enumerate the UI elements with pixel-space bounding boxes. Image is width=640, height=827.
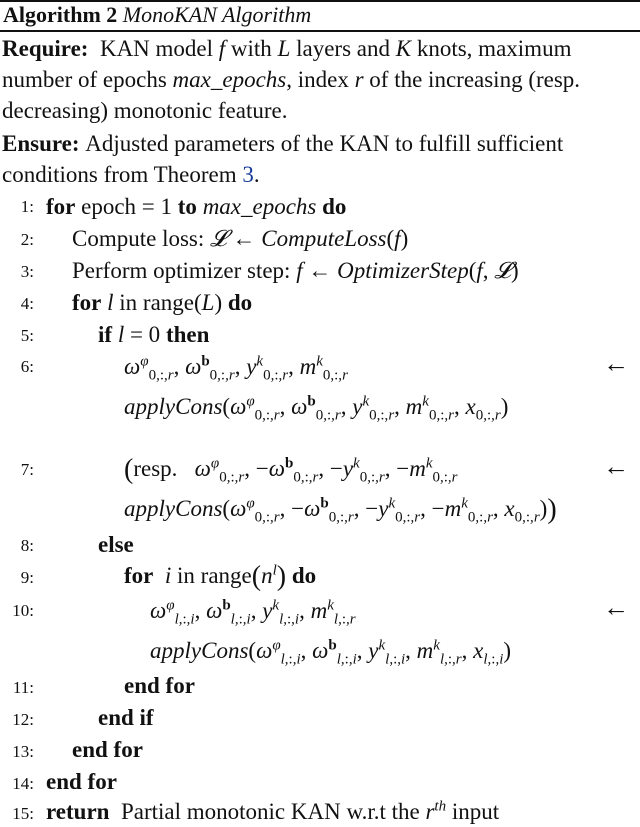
code-line-6a: $\omega^\varphi_{0,:,r}$, $\omega^b_{0,:,r}$, $y^k_{0,:,r}$, $m^k_{0,:,r}$: [124, 353, 348, 384]
code-line-14: end for: [46, 769, 117, 794]
assign-arrow: ←: [603, 349, 629, 378]
line-number: 3:: [20, 262, 34, 281]
code-line-7b: $applyCons(\omega^\varphi_{0,:,r}$, $-\omega^b_{0,:,r}$, $-y^k_{0,:,r}$, $-m^k_{0,:,r}$, $x_{0,:,r}$)): [124, 494, 557, 526]
line-number: 9:: [20, 568, 34, 587]
algorithm-name: MonoKAN Algorithm: [122, 2, 312, 27]
line-number: 10:: [12, 601, 34, 620]
line-number: 12:: [12, 710, 34, 729]
code-line-5: if l = 0 then: [98, 322, 210, 347]
require-block: [2, 33, 630, 126]
code-line-10a: $\omega^\varphi_{l,:,i}$, $\omega^b_{l,:,i}$, $y^k_{l,:,i}$, $m^k_{l,:,r}$: [150, 597, 356, 628]
line-number: 5:: [20, 326, 34, 345]
code-line-12: end if: [98, 705, 154, 730]
code-line-3: Perform optimizer step: f ← OptimizerStep(f, 𝓛): [72, 258, 519, 283]
line-number: 1:: [20, 197, 34, 216]
line-number: 14:: [12, 774, 34, 793]
code-line-1: for epoch = 1 to max_epochs do: [46, 194, 347, 219]
line-number: 13:: [12, 742, 34, 761]
code-line-2: Compute loss: 𝓛 ← ComputeLoss(f): [72, 226, 409, 251]
line-number: 2:: [20, 230, 34, 249]
line-number: 15:: [12, 804, 34, 823]
line-number: 8:: [20, 536, 34, 555]
code-line-8: else: [98, 532, 134, 557]
code-line-10b: $applyCons(\omega^\varphi_{l,:,i}$, $\omega^b_{l,:,i}$, $y^k_{l,:,i}$, $m^k_{l,:,r}$, $x_{l,:,i}$): [150, 637, 512, 668]
code-line-7a: (resp. $\omega^\varphi_{0,:,r}$, $-\omega^b_{0,:,r}$, $-y^k_{0,:,r}$, $-m^k_{0,:,r}$: [124, 454, 458, 486]
code-line-4: for l in range(L) do: [72, 290, 253, 315]
assign-arrow: ←: [603, 593, 629, 622]
code-line-13: end for: [72, 737, 143, 762]
require-text-rendered: KAN model f with L layers and K knots, maximum number of epochs max_epochs, index r of the increasing (resp. decreasing) monotonic feature.: [2, 36, 581, 123]
line-number: 7:: [20, 460, 34, 479]
code-line-15: return Partial monotonic KAN w.r.t the $r^{th}$ input: [46, 798, 500, 824]
ensure-keyword: Ensure:: [2, 131, 86, 156]
ensure-block: [2, 128, 630, 190]
algorithm-title: [3, 1, 311, 29]
ensure-text-end: .: [253, 162, 260, 187]
code-line-6b: $applyCons(\omega^\varphi_{0,:,r}$, $\omega^b_{0,:,r}$, $y^k_{0,:,r}$, $m^k_{0,:,r}$, $x_{0,:,r}$): [124, 393, 509, 424]
code-line-11: end for: [124, 673, 195, 698]
line-number: 4:: [20, 294, 34, 313]
code-line-9: for i in $range(n^l)$ do: [124, 561, 317, 592]
line-number: 6:: [20, 357, 34, 376]
assign-arrow: ←: [603, 452, 629, 481]
algorithm-label: Algorithm 2: [3, 2, 123, 27]
title-rule: [0, 30, 640, 32]
line-number: 11:: [12, 678, 34, 697]
ensure-text: Adjusted parameters of the KAN to fulfill sufficient conditions from Theorem: [2, 131, 564, 187]
theorem-ref-link[interactable]: 3: [242, 162, 254, 187]
require-keyword: Require:: [2, 36, 95, 61]
